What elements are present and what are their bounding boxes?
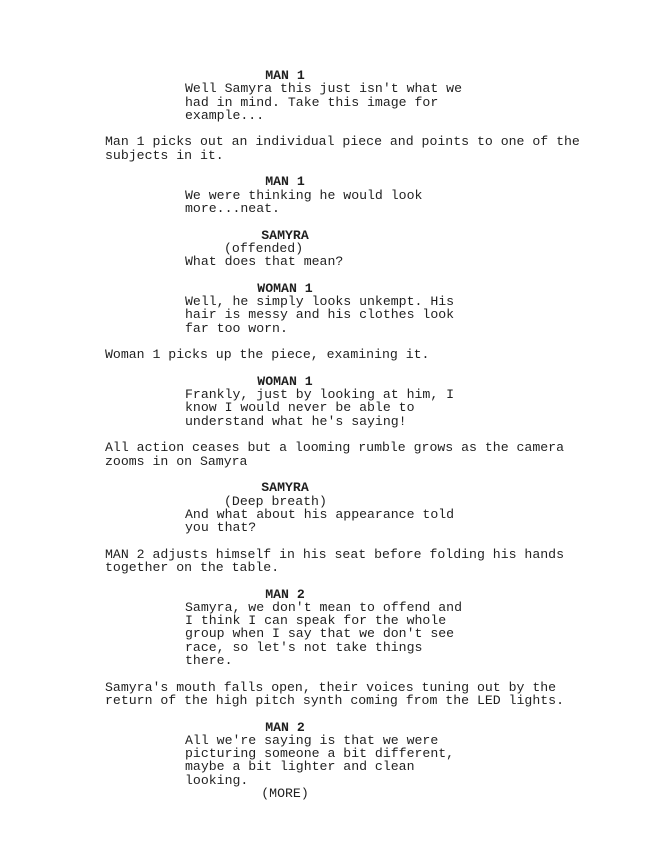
dialogue-block [0,588,662,668]
dialogue-line: And what about his appearance told [185,506,455,522]
dialogue-line: more...neat. [185,200,280,216]
action-block [0,348,662,361]
dialogue-line: picturing someone a bit different, [185,746,455,762]
action-block [0,441,662,468]
dialogue-line: race, so let's not take things [185,639,423,655]
action-block [0,548,662,575]
dialogue-line: know I would never be able to [185,400,415,416]
character-name: MAN 2 [265,586,305,602]
action-line: return of the high pitch synth coming from the LED lights. [105,692,564,708]
parenthetical: (Deep breath) [224,493,327,509]
dialogue-line: We were thinking he would look [185,187,423,203]
dialogue-block [0,175,662,215]
character-name: MAN 2 [265,719,305,735]
action-block [0,681,662,708]
character-name: WOMAN 1 [257,373,313,389]
parenthetical: (offended) [224,240,304,256]
dialogue-line: example... [185,107,265,123]
dialogue-block [0,375,662,428]
character-name: WOMAN 1 [257,280,313,296]
more-continuation: (MORE) [261,786,309,802]
dialogue-line: looking. [185,772,249,788]
dialogue-line: Well Samyra this just isn't what we [185,81,462,97]
action-line: MAN 2 adjusts himself in his seat before folding his hands [105,546,564,562]
dialogue-line: Samyra, we don't mean to offend and [185,599,462,615]
dialogue-line: Well, he simply looks unkempt. His [185,294,455,310]
dialogue-line: All we're saying is that we were [185,732,439,748]
action-line: Samyra's mouth falls open, their voices tuning out by the [105,679,557,695]
dialogue-line: understand what he's saying! [185,413,407,429]
action-block [0,135,662,162]
character-name: MAN 1 [265,68,305,83]
dialogue-line: maybe a bit lighter and clean [185,759,415,775]
dialogue-block [0,721,662,801]
action-line: Man 1 picks out an individual piece and points to one of the [105,134,580,150]
action-line: zooms in on Samyra [105,453,248,469]
action-line: subjects in it. [105,147,224,163]
dialogue-line: I think I can speak for the whole [185,613,447,629]
dialogue-block [0,481,662,534]
dialogue-line: group when I say that we don't see [185,626,455,642]
dialogue-line: Frankly, just by looking at him, I [185,387,455,403]
dialogue-line: hair is messy and his clothes look [185,307,455,323]
action-line: All action ceases but a looming rumble grows as the camera [105,440,564,456]
action-line: together on the table. [105,559,280,575]
action-line: Woman 1 picks up the piece, examining it. [105,347,430,363]
dialogue-block [0,69,662,122]
character-name: SAMYRA [261,227,309,243]
dialogue-line: had in mind. Take this image for [185,94,439,110]
dialogue-line: you that? [185,520,257,536]
dialogue-line: What does that mean? [185,254,344,270]
dialogue-block [0,229,662,269]
dialogue-block [0,282,662,335]
character-name: SAMYRA [261,480,309,496]
character-name: MAN 1 [265,174,305,190]
dialogue-line: far too worn. [185,320,288,336]
dialogue-line: there. [185,653,233,669]
